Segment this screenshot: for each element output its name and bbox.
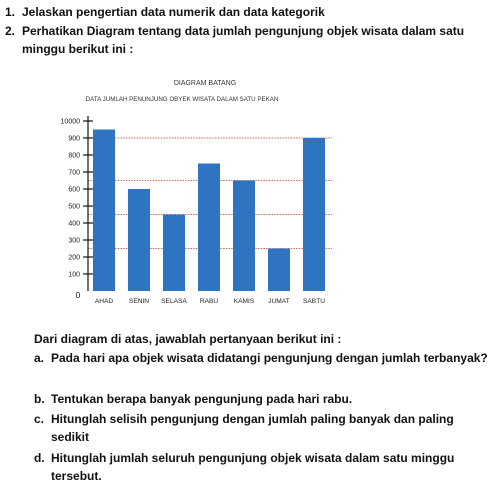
x-tick-label: SABTU: [303, 298, 325, 305]
question-number: 2.: [5, 24, 16, 38]
x-tick-label: RABU: [199, 298, 219, 305]
bar-ahad: [93, 130, 115, 292]
sub-question-letter: b.: [34, 392, 45, 406]
sub-question-text: Hitunglah selisih pengunjung dengan jumlah paling banyak dan paling sedikit: [51, 412, 454, 444]
y-tick-label: 600: [68, 186, 80, 194]
bar-chart: [40, 74, 360, 314]
bar-kamis: [233, 181, 255, 292]
y-tick-label: 900: [68, 135, 80, 143]
x-axis-labels: [95, 298, 325, 305]
sub-question-text: Pada hari apa objek wisata didatangi pengunjung dengan jumlah terbanyak?: [51, 351, 488, 365]
sub-question-d: [34, 449, 494, 487]
sub-question-letter: c.: [34, 412, 45, 426]
y-tick-label: 500: [68, 203, 80, 211]
question-1: [5, 3, 495, 23]
sub-question-text: Hitunglah jumlah seluruh pengunjung objek wisata dalam satu minggu tersebut.: [51, 451, 455, 483]
chart-subtitle: DATA JUMLAH PENUNJUNG OBYEK WISATA DALAM SATU PEKAN: [85, 96, 279, 103]
y-tick-label: 10000: [60, 118, 80, 126]
y-tick-label: 300: [68, 237, 80, 245]
bar-jumat: [268, 249, 290, 292]
sub-question-letter: a.: [34, 351, 45, 365]
instructions-intro: Dari diagram di atas, jawablah pertanyaan berikut ini :: [34, 332, 342, 346]
x-tick-label: KAMIS: [233, 298, 255, 305]
x-tick-label: SENIN: [128, 298, 150, 305]
y-axis: [61, 116, 93, 300]
y-tick-label: 400: [68, 220, 80, 228]
chart-title: DIAGRAM BATANG: [173, 80, 237, 87]
y-tick-label: 800: [68, 152, 80, 160]
bar-senin: [128, 189, 150, 291]
x-tick-label: AHAD: [94, 298, 114, 305]
bar-sabtu: [303, 138, 325, 291]
sub-question-c: [34, 410, 494, 448]
bar-selasa: [163, 215, 185, 292]
bars: [93, 130, 325, 292]
origin-label: 0: [75, 290, 81, 300]
x-tick-label: SELASA: [161, 298, 187, 305]
bar-chart-svg: [40, 74, 360, 314]
bar-rabu: [198, 164, 220, 292]
question-number: 1.: [5, 5, 16, 19]
question-text: Perhatikan Diagram tentang data jumlah pengunjung objek wisata dalam satu minggu berikut ini :: [22, 24, 465, 56]
sub-question-letter: d.: [34, 451, 45, 465]
question-text: Jelaskan pengertian data numerik dan data kategorik: [22, 5, 325, 19]
question-2: [5, 22, 497, 62]
x-tick-label: JUMAT: [268, 298, 290, 305]
y-tick-label: 100: [68, 271, 80, 279]
sub-question-text: Tentukan berapa banyak pengunjung pada hari rabu.: [51, 392, 353, 406]
sub-question-a: [34, 349, 494, 387]
y-tick-label: 700: [68, 169, 80, 177]
y-tick-label: 200: [68, 254, 80, 262]
sub-question-b: [34, 390, 494, 408]
